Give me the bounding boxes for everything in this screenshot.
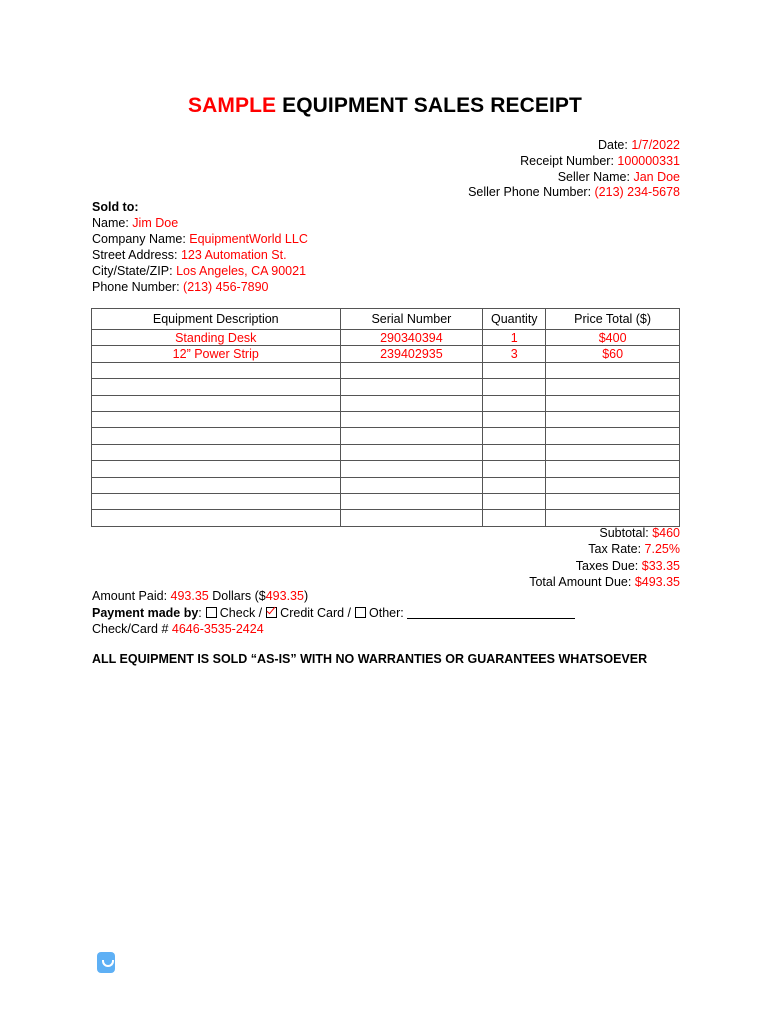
sold-to-section [92, 199, 308, 295]
cell-serial [340, 379, 483, 395]
card-number-line [92, 621, 575, 638]
table-row [92, 379, 680, 395]
table-row [92, 346, 680, 362]
buyer-name-value: Jim Doe [132, 216, 179, 230]
cell-serial: 290340394 [340, 330, 483, 346]
cell-price [546, 428, 680, 444]
cell-description [92, 411, 341, 427]
close-paren: ) [303, 589, 309, 603]
cell-quantity [483, 461, 546, 477]
cell-price [546, 395, 680, 411]
seller-name-label: Seller Name: [557, 169, 634, 184]
cell-description [92, 493, 341, 509]
title-sample: SAMPLE [188, 94, 277, 117]
cell-quantity [483, 379, 546, 395]
company-value: EquipmentWorld LLC [189, 232, 308, 246]
cell-price [546, 493, 680, 509]
totals-section [529, 525, 680, 591]
seller-phone-line [468, 185, 680, 201]
sold-to-header: Sold to: [92, 200, 139, 214]
cell-quantity [483, 477, 546, 493]
cell-description: 12” Power Strip [92, 346, 341, 362]
equipment-table [91, 308, 680, 527]
company-label: Company Name: [92, 232, 190, 246]
table-row [92, 493, 680, 509]
buyer-phone-line [92, 279, 308, 295]
buyer-phone-value: (213) 456-7890 [183, 280, 269, 294]
amount-paid-label: Amount Paid: [92, 589, 171, 603]
cell-price [546, 444, 680, 460]
cell-price [546, 379, 680, 395]
taxes-due-value: $33.35 [641, 558, 680, 573]
cell-description [92, 461, 341, 477]
total-due-value: $493.35 [634, 575, 680, 590]
credit-card-label: Credit Card / [280, 605, 352, 620]
payment-section [92, 588, 575, 638]
city-value: Los Angeles, CA 90021 [176, 264, 307, 278]
buyer-phone-label: Phone Number: [92, 280, 184, 294]
cell-price [546, 362, 680, 378]
cell-quantity [483, 411, 546, 427]
cell-serial [340, 493, 483, 509]
table-row [92, 428, 680, 444]
cell-quantity [483, 444, 546, 460]
as-is-disclaimer: ALL EQUIPMENT IS SOLD “AS-IS” WITH NO WARRANTIES OR GUARANTEES WHATSOEVER [92, 652, 648, 666]
table-row [92, 395, 680, 411]
title-rest: EQUIPMENT SALES RECEIPT [276, 94, 582, 117]
city-label: City/State/ZIP: [92, 264, 177, 278]
subtotal-line [529, 525, 680, 541]
amount-paid-numeric: 493.35 [265, 589, 304, 603]
cell-quantity [483, 362, 546, 378]
cell-serial [340, 477, 483, 493]
cell-quantity [483, 510, 546, 526]
table-row [92, 362, 680, 378]
cell-serial [340, 461, 483, 477]
receipt-number-line [468, 154, 680, 170]
card-number-value: 4646-3535-2424 [171, 622, 264, 636]
col-header-serial: Serial Number [340, 309, 483, 330]
cell-serial [340, 411, 483, 427]
taxes-due-label: Taxes Due: [575, 558, 642, 573]
amount-paid-line [92, 588, 575, 605]
cell-serial [340, 444, 483, 460]
street-value: 123 Automation St. [180, 248, 287, 262]
cell-description [92, 428, 341, 444]
seller-phone-value: (213) 234-5678 [594, 185, 680, 200]
receipt-meta [468, 138, 680, 201]
cell-description [92, 395, 341, 411]
payment-method-line [92, 605, 575, 622]
cell-price [546, 461, 680, 477]
col-header-price: Price Total ($) [546, 309, 680, 330]
other-label: Other: [369, 605, 404, 620]
tax-rate-label: Tax Rate: [588, 542, 645, 557]
table-row [92, 461, 680, 477]
payment-colon: : [198, 605, 202, 620]
cell-price [546, 477, 680, 493]
dollars-label: Dollars ($ [208, 589, 266, 603]
company-line [92, 231, 308, 247]
table-row [92, 444, 680, 460]
buyer-name-label: Name: [92, 216, 133, 230]
cell-serial [340, 362, 483, 378]
other-blank-line[interactable] [407, 607, 575, 619]
receipt-number-label: Receipt Number: [520, 153, 618, 168]
app-logo-icon [97, 952, 115, 973]
subtotal-value: $460 [652, 526, 680, 540]
street-line [92, 247, 308, 263]
cell-description: Standing Desk [92, 330, 341, 346]
cell-price: $400 [546, 330, 680, 346]
city-line [92, 263, 308, 279]
seller-name-line [468, 170, 680, 186]
cell-quantity: 1 [483, 330, 546, 346]
cell-price [546, 510, 680, 526]
cell-description [92, 510, 341, 526]
check-checkbox[interactable] [206, 607, 217, 618]
subtotal-label: Subtotal: [599, 526, 653, 540]
amount-paid-value: 493.35 [170, 589, 209, 603]
buyer-name-line [92, 215, 308, 231]
receipt-title [0, 94, 770, 118]
cell-serial [340, 395, 483, 411]
cell-quantity [483, 493, 546, 509]
other-checkbox[interactable] [355, 607, 366, 618]
cell-quantity [483, 395, 546, 411]
col-header-quantity: Quantity [483, 309, 546, 330]
seller-name-value: Jan Doe [633, 169, 680, 184]
tax-rate-line [529, 541, 680, 557]
cell-quantity [483, 428, 546, 444]
cell-price: $60 [546, 346, 680, 362]
credit-card-checkbox[interactable] [266, 607, 277, 618]
col-header-description: Equipment Description [92, 309, 341, 330]
cell-price [546, 411, 680, 427]
cell-serial [340, 510, 483, 526]
date-line [468, 138, 680, 154]
table-row [92, 330, 680, 346]
table-row [92, 477, 680, 493]
cell-description [92, 362, 341, 378]
cell-description [92, 444, 341, 460]
total-due-label: Total Amount Due: [529, 575, 635, 590]
receipt-number-value: 100000331 [617, 153, 680, 168]
tax-rate-value: 7.25% [644, 542, 680, 557]
cell-quantity: 3 [483, 346, 546, 362]
payment-made-by-label: Payment made by [92, 605, 199, 620]
check-label: Check / [219, 605, 263, 620]
date-value: 1/7/2022 [631, 138, 680, 152]
cell-serial: 239402935 [340, 346, 483, 362]
street-label: Street Address: [92, 248, 181, 262]
taxes-due-line [529, 558, 680, 574]
seller-phone-label: Seller Phone Number: [468, 185, 595, 200]
cell-serial [340, 428, 483, 444]
date-label: Date: [597, 138, 632, 152]
cell-description [92, 477, 341, 493]
card-number-label: Check/Card # [92, 622, 172, 636]
cell-description [92, 379, 341, 395]
table-header-row [92, 309, 680, 330]
table-row [92, 510, 680, 526]
table-row [92, 411, 680, 427]
